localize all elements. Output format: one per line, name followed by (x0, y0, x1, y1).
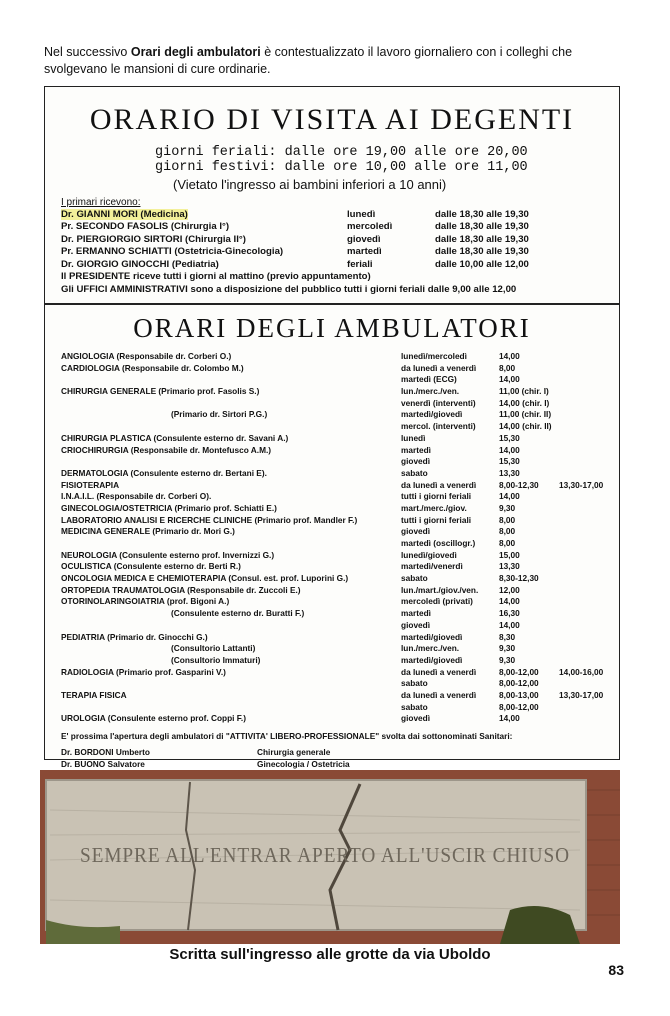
days-cell: mart./merc./giov. (401, 502, 467, 513)
service-cell: DERMATOLOGIA (Consulente esterno dr. Bertani E). (61, 467, 267, 478)
service-cell: I.N.A.I.L. (Responsabile dr. Corberi O). (61, 491, 212, 502)
service-cell: CHIRURGIA PLASTICA (Consulente esterno dr. Savani A.) (61, 432, 289, 443)
days-cell: lun./merc./ven. (401, 386, 460, 397)
primario-day: feriali (347, 258, 373, 270)
primario-day: giovedì (347, 233, 381, 245)
days-cell: martedì/giovedì (401, 409, 463, 420)
primario-time: dalle 18,30 alle 19,30 (435, 209, 529, 220)
service-cell: RADIOLOGIA (Primario prof. Gasparini V.) (61, 666, 226, 677)
section-divider (45, 303, 619, 305)
primari-heading: I primari ricevono: (61, 197, 141, 208)
service-cell: ONCOLOGIA MEDICA E CHEMIOTERAPIA (Consul. est. prof. Luporini G.) (61, 573, 349, 584)
days-cell: martedì/venerdì (401, 561, 463, 572)
days-cell: sabato (401, 573, 428, 584)
time-cell: 14,00 (499, 374, 520, 385)
time-cell: 8,30 (499, 631, 516, 642)
time-cell: 8,30-12,30 (499, 573, 539, 584)
time-cell: 16,30 (499, 608, 520, 619)
time-cell: 8,00-12,00 (499, 678, 539, 689)
days-cell: sabato (401, 678, 428, 689)
time-cell: 8,00 (499, 526, 516, 537)
time-cell: 13,30 (499, 561, 520, 572)
time-cell: 9,30 (499, 643, 516, 654)
time-extra-cell: 14,00-16,00 (559, 666, 604, 677)
uffici-note: Gli UFFICI AMMINISTRATIVI sono a disposizione del pubblico tutti i giorni feriali dalle 9,00 alle 12,00 (61, 284, 517, 295)
service-cell: (Consultorio Lattanti) (171, 643, 256, 654)
service-cell: ANGIOLOGIA (Responsabile dr. Corberi O.) (61, 351, 232, 361)
primario-name: Pr. ERMANNO SCHIATTI (Ostetricia-Ginecologia) (61, 246, 284, 258)
service-cell: MEDICINA GENERALE (Primario dr. Mori G.) (61, 526, 235, 537)
specialty-cell: Chirurgia generale (257, 747, 331, 757)
service-cell: PEDIATRIA (Primario dr. Ginocchi G.) (61, 631, 208, 642)
hours-holidays: giorni festivi: dalle ore 10,00 alle ore 11,00 (155, 160, 528, 175)
time-cell: 15,30 (499, 432, 520, 443)
service-cell: CRIOCHIRURGIA (Responsabile dr. Montefusco A.M.) (61, 444, 272, 455)
service-cell: UROLOGIA (Consulente esterno prof. Coppi F.) (61, 713, 246, 724)
time-cell: 8,00 (499, 514, 516, 525)
days-cell: giovedì (401, 619, 431, 630)
time-cell: 13,30 (499, 467, 520, 478)
time-cell: 14,00 (chir. I) (499, 397, 550, 408)
time-cell: 14,00 (499, 713, 520, 724)
primario-name: Dr. GIANNI MORI (Medicina) (61, 209, 188, 220)
time-cell: 9,30 (499, 654, 516, 665)
days-cell: giovedì (401, 526, 431, 537)
intro-paragraph: Nel successivo Orari degli ambulatori è contestualizzato il lavoro giornaliero con i colleghi che svolgevano le mansioni di cure ordinarie. (44, 45, 573, 76)
hospital-notice (44, 86, 620, 769)
days-cell: da lunedì a venerdì (401, 666, 477, 677)
intro-bold: Orari degli ambulatori (130, 45, 261, 59)
service-cell: (Consultorio Immaturi) (171, 654, 261, 665)
time-cell: 14,00 (499, 619, 520, 630)
service-cell: FISIOTERAPIA (61, 479, 120, 490)
inscription-photo (40, 770, 620, 944)
service-cell: TERAPIA FISICA (61, 689, 127, 700)
primario-name: Dr. GIORGIO GINOCCHI (Pediatria) (61, 258, 219, 270)
service-cell: CHIRURGIA GENERALE (Primario prof. Fasolis S.) (61, 386, 260, 397)
children-warning: (Vietato l'ingresso ai bambini inferiori a 10 anni) (173, 177, 447, 192)
ambulatori-title: ORARI DEGLI AMBULATORI (133, 313, 531, 343)
stone-inscription: SEMPRE ALL'ENTRAR APERTO ALL'USCIR CHIUSO (80, 843, 570, 867)
service-cell: NEUROLOGIA (Consulente esterno prof. Invernizzi G.) (61, 549, 275, 560)
days-cell: lun./mart./giov./ven. (401, 584, 479, 595)
primario-name: Pr. SECONDO FASOLIS (Chirurgia I°) (61, 221, 230, 233)
days-cell: martedì (oscillogr.) (401, 538, 476, 548)
time-cell: 8,00-13,00 (499, 689, 539, 700)
page-number: 83 (608, 962, 624, 978)
service-cell: OTORINOLARINGOIATRIA (prof. Bigoni A.) (61, 596, 230, 607)
time-cell: 14,00 (499, 596, 520, 607)
time-cell: 9,30 (499, 502, 516, 513)
presidente-note: Il PRESIDENTE riceve tutti i giorni al mattino (previo appuntamento) (61, 271, 371, 282)
time-cell: 12,00 (499, 584, 520, 595)
libero-intro: E' prossima l'apertura degli ambulatori di "ATTIVITA' LIBERO-PROFESSIONALE" svolta dai sottonominati Sanitari: (61, 731, 513, 741)
primario-day: lunedì (347, 209, 376, 220)
stone-slab-image (40, 770, 620, 944)
days-cell: giovedì (401, 713, 431, 724)
days-cell: da lunedì a venerdì (401, 689, 477, 700)
days-cell: martedì (ECG) (401, 374, 457, 385)
specialty-cell: Ginecologia / Ostetricia (257, 758, 350, 769)
days-cell: lunedì/giovedì (401, 549, 457, 560)
service-cell: OCULISTICA (Consulente esterno dr. Berti R.) (61, 561, 241, 572)
days-cell: da lunedì a venerdì (401, 362, 477, 373)
visiting-title: ORARIO DI VISITA AI DEGENTI (89, 103, 575, 136)
service-cell: (Consulente esterno dr. Buratti F.) (171, 608, 305, 619)
days-cell: martedì/giovedì (401, 654, 463, 665)
days-cell: mercol. (interventi) (401, 421, 476, 432)
time-cell: 14,00 (chir. II) (499, 421, 552, 432)
primario-time: dalle 10,00 alle 12,00 (435, 258, 529, 270)
days-cell: lun./merc./ven. (401, 643, 460, 654)
days-cell: venerdì (interventi) (401, 397, 476, 408)
days-cell: martedì/giovedì (401, 631, 463, 642)
primario-name: Dr. PIERGIORGIO SIRTORI (Chirurgia II°) (61, 233, 246, 245)
time-cell: 8,00 (499, 538, 516, 548)
time-cell: 11,00 (chir. II) (499, 409, 552, 420)
days-cell: tutti i giorni feriali (401, 491, 472, 502)
time-cell: 11,00 (chir. I) (499, 386, 549, 397)
days-cell: mercoledì (privati) (401, 596, 473, 607)
service-cell: GINECOLOGIA/OSTETRICIA (Primario prof. Schiatti E.) (61, 502, 277, 513)
time-extra-cell: 13,30-17,00 (559, 479, 604, 490)
service-cell: ORTOPEDIA TRAUMATOLOGIA (Responsabile dr. Zuccoli E.) (61, 584, 301, 595)
service-cell: (Primario dr. Sirtori P.G.) (171, 409, 268, 420)
time-cell: 8,00-12,30 (499, 479, 539, 490)
service-cell: LABORATORIO ANALISI E RICERCHE CLINICHE (Primario prof. Mandler F.) (61, 514, 358, 525)
time-cell: 8,00-12,00 (499, 666, 539, 677)
photo-caption: Scritta sull'ingresso alle grotte da via Uboldo (169, 946, 491, 963)
days-cell: tutti i giorni feriali (401, 514, 472, 525)
time-cell: 15,00 (499, 549, 520, 560)
doctor-cell: Dr. BORDONI Umberto (61, 747, 150, 757)
time-cell: 8,00-12,00 (499, 701, 539, 712)
days-cell: sabato (401, 701, 428, 712)
days-cell: lunedì (401, 432, 426, 443)
time-cell: 15,30 (499, 456, 520, 467)
primario-time: dalle 18,30 alle 19,30 (435, 233, 529, 245)
service-cell: CARDIOLOGIA (Responsabile dr. Colombo M.) (61, 362, 244, 373)
primario-day: mercoledì (347, 221, 393, 233)
time-extra-cell: 13,30-17,00 (559, 689, 604, 700)
time-cell: 14,00 (499, 491, 520, 502)
days-cell: martedì (401, 444, 431, 455)
days-cell: lunedì/mercoledì (401, 351, 467, 361)
days-cell: martedì (401, 608, 431, 619)
days-cell: giovedì (401, 456, 431, 467)
days-cell: da lunedì a venerdì (401, 479, 477, 490)
primario-time: dalle 18,30 alle 19,30 (435, 246, 529, 258)
hours-weekdays: giorni feriali: dalle ore 19,00 alle ore 20,00 (155, 145, 528, 160)
primario-day: martedì (347, 246, 382, 258)
time-cell: 8,00 (499, 362, 516, 373)
days-cell: sabato (401, 467, 428, 478)
time-cell: 14,00 (499, 351, 520, 361)
primario-time: dalle 18,30 alle 19,30 (435, 221, 529, 233)
doctor-cell: Dr. BUONO Salvatore (61, 758, 145, 769)
time-cell: 14,00 (499, 444, 520, 455)
